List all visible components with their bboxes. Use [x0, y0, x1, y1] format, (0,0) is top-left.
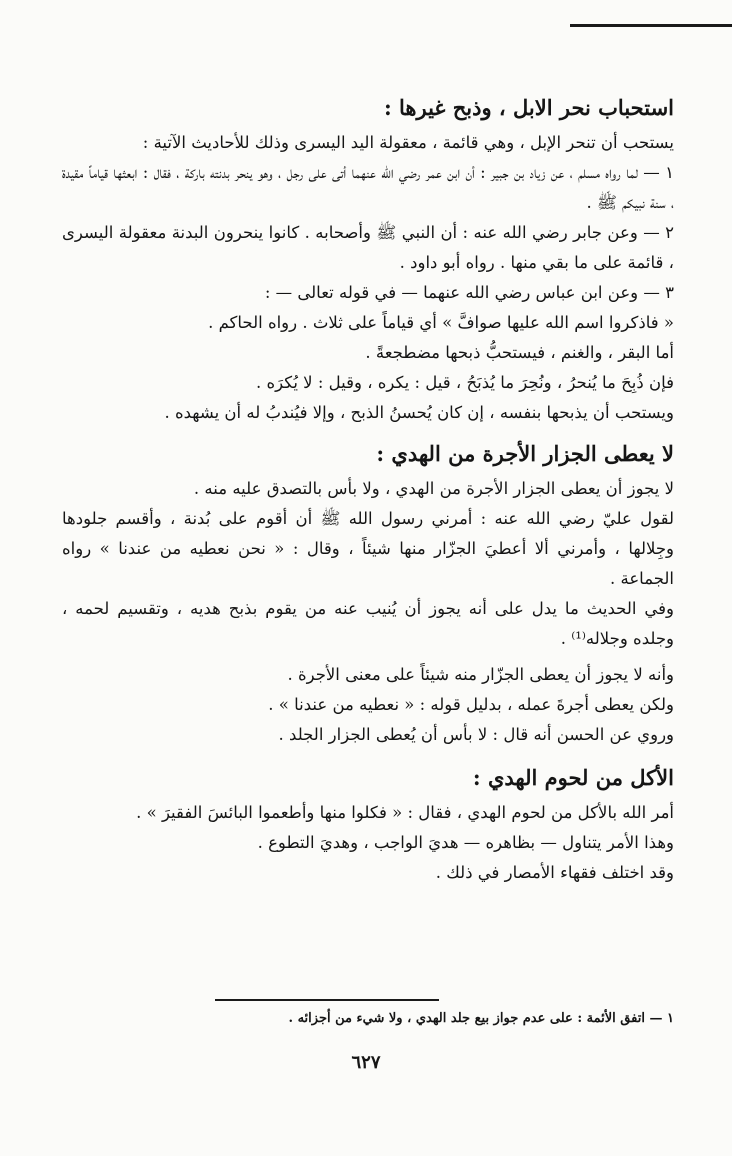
page-body	[62, 88, 674, 888]
paragraph: وأنه لا يجوز أن يعطى الجزّار منه شيئاً على معنى الأجرة .	[287, 665, 674, 684]
paragraph: وفي الحديث ما يدل على أنه يجوز أن يُنيب عنه من يقوم بذبح هديه ، وتقسيم لحمه ، وجلده وجلاله⁽¹⁾ .	[62, 599, 674, 648]
paragraph: ١ — لما رواه مسلم ، عن زياد بن جبير : أن ابن عمر رضي الله عنهما أتى على رجل ، وهو ينحر بدنته باركة ، فقال : ابعثها قياماً مقيدة ، سنة نبيكم ﷺ .	[62, 163, 674, 212]
section-heading-eating: الأكل من لحوم الهدي :	[472, 765, 674, 790]
paragraph: لا يجوز أن يعطى الجزار الأجرة من الهدي ، ولا بأس بالتصدق عليه منه .	[193, 479, 674, 498]
paragraph: ويستحب أن يذبحها بنفسه ، إن كان يُحسنُ الذبح ، وإلا فيُندبُ له أن يشهده .	[164, 403, 674, 422]
paragraph: أما البقر ، والغنم ، فيستحبُّ ذبحها مضطجعةً .	[365, 343, 674, 362]
top-rule	[570, 24, 732, 27]
paragraph: ٣ — وعن ابن عباس رضي الله عنهما — في قوله تعالى — :	[264, 283, 674, 302]
section-heading-slaughter: استحباب نحر الابل ، وذبح غيرها :	[383, 95, 674, 120]
footnote: ١ — اتفق الأئمة : على عدم جواز بيع جلد الهدي ، ولا شيء من أجزائه .	[288, 1011, 674, 1026]
paragraph: وهذا الأمر يتناول — بظاهره — هديَ الواجب ، وهديَ التطوع .	[257, 833, 674, 852]
paragraph: يستحب أن تنحر الإبل ، وهي قائمة ، معقولة اليد اليسرى وذلك للأحاديث الآتية :	[142, 133, 674, 152]
paragraph: « فاذكروا اسم الله عليها صوافَّ » أي قياماً على ثلاث . رواه الحاكم .	[208, 313, 674, 332]
section-heading-butcher-wage: لا يعطى الجزار الأجرة من الهدي :	[376, 441, 674, 466]
paragraph: أمر الله بالأكل من لحوم الهدي ، فقال : « فكلوا منها وأطعموا البائسَ الفقيرَ » .	[136, 803, 674, 822]
paragraph: ٢ — وعن جابر رضي الله عنه : أن النبي ﷺ وأصحابه . كانوا ينحرون البدنة معقولة اليسرى ، قائمة على ما بقي منها . رواه أبو داود .	[62, 223, 674, 272]
paragraph: لقول عليّ رضي الله عنه : أمرني رسول الله ﷺ أن أقوم على بُدنة ، وأقسم جلودها وجِلالها ، وأمرني ألا أعطيَ الجزّار منها شيئاً ، وقال : « نحن نعطيه من عندنا » رواه الجماعة .	[62, 509, 674, 588]
paragraph: وقد اختلف فقهاء الأمصار في ذلك .	[435, 863, 674, 882]
paragraph: وروي عن الحسن أنه قال : لا بأس أن يُعطى الجزار الجلد .	[278, 725, 674, 744]
paragraph: فإن ذُبِحَ ما يُنحرُ ، ونُحِرَ ما يُذبَحُ ، قيل : يكره ، وقيل : لا يُكرَه .	[255, 373, 674, 392]
footnote-separator	[215, 999, 439, 1001]
paragraph: ولكن يعطى أجرةَ عمله ، بدليل قوله : « نعطيه من عندنا » .	[268, 695, 674, 714]
page-number: ٦٢٧	[351, 1052, 381, 1073]
